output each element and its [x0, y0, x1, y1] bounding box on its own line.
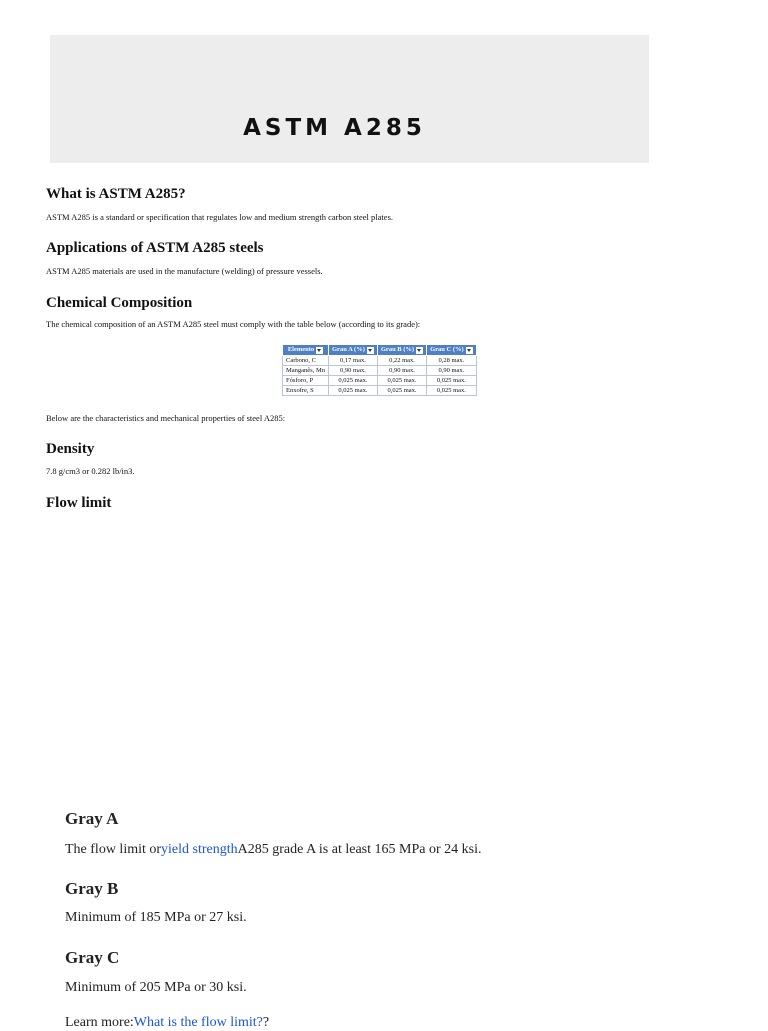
table-row — [283, 386, 477, 396]
filter-dropdown-icon[interactable] — [466, 347, 473, 354]
table-cell: Carbono, C — [283, 356, 329, 366]
text-applications: ASTM A285 materials are used in the manufacture (welding) of pressure vessels. — [46, 266, 323, 276]
table-cell: 0,17 max. — [329, 356, 378, 366]
table-cell: Fósforo, P — [283, 376, 329, 386]
heading-what-is: What is ASTM A285? — [46, 186, 186, 202]
table-cell: 0,025 max. — [377, 376, 426, 386]
table-cell: Enxofre, S — [283, 386, 329, 396]
filter-dropdown-icon[interactable] — [416, 347, 423, 354]
text-grade-c: Minimum of 205 MPa or 30 ksi. — [65, 980, 247, 995]
yield-strength-link[interactable]: yield strength — [161, 842, 238, 857]
heading-grade-a: Gray A — [65, 809, 119, 828]
heading-grade-c: Gray C — [65, 948, 120, 967]
text-grade-b: Minimum of 185 MPa or 27 ksi. — [65, 910, 247, 925]
text-grade-a: The flow limit oryield strengthA285 grade A is at least 165 MPa or 24 ksi. — [65, 842, 482, 857]
table-header-cell[interactable]: Elemento — [283, 345, 329, 356]
filter-dropdown-icon[interactable] — [316, 347, 323, 354]
banner-title: ASTM A285 — [243, 115, 426, 141]
table-cell: 0,28 max. — [427, 356, 477, 366]
table-row — [283, 356, 477, 366]
table-cell: 0,025 max. — [329, 386, 378, 396]
table-cell: 0,025 max. — [427, 376, 477, 386]
table-cell: 0,90 max. — [377, 366, 426, 376]
text-what-is: ASTM A285 is a standard or specification that regulates low and medium strength carbon steel plates. — [46, 212, 393, 222]
table-cell: Manganês, Mn — [283, 366, 329, 376]
table-cell: 0,90 max. — [329, 366, 378, 376]
filter-dropdown-icon[interactable] — [367, 347, 374, 354]
text-below: Below are the characteristics and mechanical properties of steel A285: — [46, 413, 286, 423]
table-row — [283, 366, 477, 376]
table-header-cell[interactable]: Grau A (%) — [329, 345, 378, 356]
composition-table — [282, 344, 477, 396]
heading-grade-b: Gray B — [65, 879, 119, 898]
heading-applications: Applications of ASTM A285 steels — [46, 240, 264, 256]
table-row — [283, 376, 477, 386]
table-cell: 0,025 max. — [377, 386, 426, 396]
table-cell: 0,025 max. — [427, 386, 477, 396]
heading-chemical: Chemical Composition — [46, 295, 193, 311]
table-header-cell[interactable]: Grau C (%) — [427, 345, 477, 356]
table-cell: 0,22 max. — [377, 356, 426, 366]
table-cell: 0,025 max. — [329, 376, 378, 386]
table-header-cell[interactable]: Grau B (%) — [377, 345, 426, 356]
learn-more: Learn more:What is the flow limit?? — [65, 1015, 270, 1030]
flow-limit-link[interactable]: What is the flow limit? — [133, 1015, 263, 1030]
heading-density: Density — [46, 441, 95, 457]
table-cell: 0,90 max. — [427, 366, 477, 376]
heading-flow-limit: Flow limit — [46, 495, 112, 511]
text-density: 7.8 g/cm3 or 0.282 lb/in3. — [46, 466, 135, 476]
text-chemical: The chemical composition of an ASTM A285 steel must comply with the table below (according to its grade): — [46, 319, 421, 329]
table-header-row — [283, 345, 477, 356]
title-banner — [50, 35, 649, 163]
